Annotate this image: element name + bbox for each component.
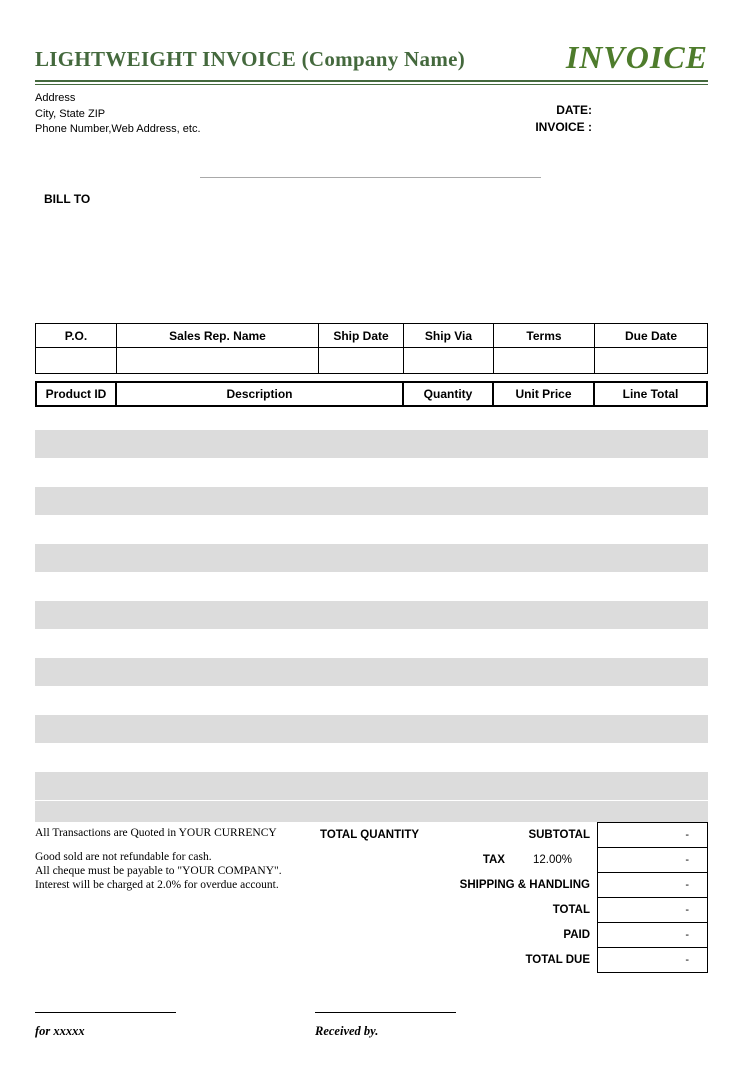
for-label: for xxxxx xyxy=(35,1024,85,1038)
item-row[interactable] xyxy=(35,601,708,629)
divider-line xyxy=(200,177,541,178)
terms-block xyxy=(35,851,282,892)
order-info-table xyxy=(35,323,708,374)
paid-row xyxy=(350,922,708,948)
items-table-header-row xyxy=(35,381,708,407)
item-row[interactable] xyxy=(35,801,708,822)
total-due-label: TOTAL DUE xyxy=(525,954,590,966)
due-date-input-cell[interactable] xyxy=(595,348,707,373)
currency-note: All Transactions are Quoted in YOUR CURRENCY xyxy=(35,827,277,839)
invoice-title: INVOICE xyxy=(565,39,708,75)
total-value: - xyxy=(685,904,689,916)
ship-date-header: Ship Date xyxy=(319,324,404,348)
subtotal-value: - xyxy=(685,829,689,841)
item-row[interactable] xyxy=(35,487,708,515)
tax-value-box xyxy=(597,847,708,873)
bill-to-label: BILL TO xyxy=(44,192,91,206)
total-label: TOTAL xyxy=(552,904,590,916)
address-line-3: Phone Number,Web Address, etc. xyxy=(35,123,201,135)
total-due-value: - xyxy=(685,954,689,966)
sales-rep-header: Sales Rep. Name xyxy=(117,324,319,348)
shipping-row xyxy=(350,872,708,898)
invoice-meta xyxy=(535,102,592,136)
totals-section xyxy=(350,822,708,973)
order-info-input-row xyxy=(36,348,707,373)
tax-label: TAX xyxy=(482,854,505,866)
item-row[interactable] xyxy=(35,658,708,686)
header-rule xyxy=(35,80,708,85)
shipping-value-box xyxy=(597,872,708,898)
received-by-label: Received by. xyxy=(315,1024,379,1038)
tax-row xyxy=(350,847,708,873)
address-line-2: City, State ZIP xyxy=(35,107,106,120)
subtotal-row xyxy=(350,822,708,848)
company-address-block xyxy=(35,91,201,138)
date-label: DATE: xyxy=(556,103,592,117)
terms-header: Terms xyxy=(494,324,595,348)
description-header: Description xyxy=(117,383,404,405)
address-line-1: Address xyxy=(35,92,76,104)
po-input-cell[interactable] xyxy=(36,348,117,373)
received-by-signature-line xyxy=(315,1012,456,1013)
shipping-label: SHIPPING & HANDLING xyxy=(459,879,590,891)
subtotal-value-box xyxy=(597,822,708,848)
quantity-header: Quantity xyxy=(404,383,494,405)
ship-via-input-cell[interactable] xyxy=(404,348,494,373)
total-due-row xyxy=(350,947,708,973)
total-due-value-box xyxy=(597,947,708,973)
paid-label: PAID xyxy=(563,929,590,941)
total-row xyxy=(350,897,708,923)
product-id-header: Product ID xyxy=(37,383,117,405)
tax-rate[interactable]: 12.00% xyxy=(532,854,572,866)
ship-date-input-cell[interactable] xyxy=(319,348,404,373)
total-value-box xyxy=(597,897,708,923)
item-row[interactable] xyxy=(35,430,708,458)
due-date-header: Due Date xyxy=(595,324,707,348)
terms-line-3: Interest will be charged at 2.0% for overdue account. xyxy=(35,878,279,891)
company-name-title: LIGHTWEIGHT INVOICE (Company Name) xyxy=(35,47,466,71)
shipping-value: - xyxy=(685,879,689,891)
terms-line-2: All cheque must be payable to "YOUR COMPANY". xyxy=(35,864,282,877)
ship-via-header: Ship Via xyxy=(404,324,494,348)
paid-value: - xyxy=(685,929,689,941)
unit-price-header: Unit Price xyxy=(494,383,595,405)
tax-value: - xyxy=(685,854,689,866)
terms-line-1: Good sold are not refundable for cash. xyxy=(35,851,212,863)
order-info-header-row xyxy=(36,324,707,348)
sales-rep-input-cell[interactable] xyxy=(117,348,319,373)
terms-input-cell[interactable] xyxy=(494,348,595,373)
line-total-header: Line Total xyxy=(595,383,706,405)
for-signature-line xyxy=(35,1012,176,1013)
subtotal-label: SUBTOTAL xyxy=(528,829,590,841)
item-row[interactable] xyxy=(35,544,708,572)
paid-value-box[interactable] xyxy=(597,922,708,948)
total-quantity-label: TOTAL QUANTITY xyxy=(320,829,420,841)
item-row[interactable] xyxy=(35,715,708,743)
po-header: P.O. xyxy=(36,324,117,348)
item-row[interactable] xyxy=(35,772,708,800)
invoice-number-label: INVOICE : xyxy=(535,120,592,134)
